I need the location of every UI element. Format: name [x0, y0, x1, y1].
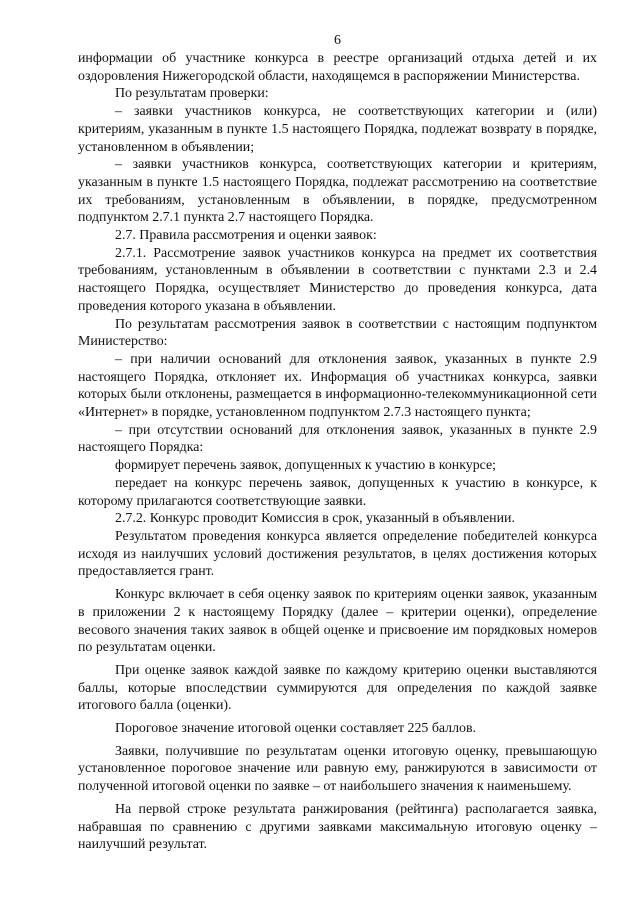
paragraph-ranking: Заявки, получившие по результатам оценки итоговую оценку, превышающую установленное пороговое значение или равную ему, ранжируются в зависимости от полученной итоговой оценки по заявке – от наибольшего значения к наименьшему.	[78, 743, 597, 795]
paragraph-scoring: При оценке заявок каждой заявке по каждому критерию оценки выставляются баллы, которые впоследствии суммируются для определения по каждой заявке итогового балла (оценки).	[78, 662, 597, 714]
document-page	[78, 32, 597, 854]
paragraph-contest-result: Результатом проведения конкурса является определение победителей конкурса исходя из наилучших условий достижения результатов, в целях достижения которых предоставляется грант.	[78, 528, 597, 580]
page-number: 6	[334, 33, 341, 48]
paragraph-ministry-results: По результатам рассмотрения заявок в соответствии с настоящим подпунктом Министерство:	[78, 316, 597, 350]
paragraph-return-applications: – заявки участников конкурса, не соответствующих категории и (или) критериям, указанным в пункте 1.5 настоящего Порядка, подлежат возврату в порядке, установленном в объявлении;	[78, 104, 597, 155]
paragraph-review-applications: – заявки участников конкурса, соответствующих категории и критериям, указанным в пункте 1.5 настоящего Порядка, подлежат рассмотрению на соответствие их требованиям, установленным в объявлении, в порядке, предусмотренном подпунктом 2.7.1 пункта 2.7 настоящего Порядка.	[78, 157, 597, 226]
paragraph-reject-applications: – при наличии оснований для отклонения заявок, указанных в пункте 2.9 настоящего Порядка, отклоняет их. Информация об участниках конкурса, заявки которых были отклонены, размещается в информационно-телекоммуникационной сети «Интернет» в порядке, установленном подпунктом 2.7.3 настоящего пункта;	[78, 351, 597, 421]
paragraph-section-2-7-1: 2.7.1. Рассмотрение заявок участников конкурса на предмет их соответствия требованиям, установленным в объявлении в соответствии с пунктами 2.3 и 2.4 настоящего Порядка, осуществляет Министерство до проведения конкурса, дата проведения которого указана в объявлении.	[78, 245, 597, 314]
paragraph-first-place: На первой строке результата ранжирования (рейтинга) располагается заявка, набравшая по сравнению с другими заявками максимальную итоговую оценку – наилучший результат.	[78, 801, 597, 853]
paragraph-transfer-list: передает на конкурс перечень заявок, допущенных к участию в конкурсе, к которому прилагаются соответствующие заявки.	[78, 475, 597, 509]
paragraph-threshold: Пороговое значение итоговой оценки составляет 225 баллов.	[115, 721, 477, 737]
paragraph-contest-includes: Конкурс включает в себя оценку заявок по критериям оценки заявок, указанным в приложении 2 к настоящему Порядку (далее – критерии оценки), определение весового значения таких заявок в общей оценке и присвоение им порядковых номеров по результатам оценки.	[78, 587, 597, 656]
paragraph-form-list: формирует перечень заявок, допущенных к участию в конкурсе;	[115, 458, 497, 474]
paragraph-check-results: По результатам проверки:	[115, 86, 269, 102]
paragraph-registry-info: информации об участнике конкурса в реестре организаций отдыха детей и их оздоровления Нижегородской области, находящемся в распоряжении Министерства.	[78, 51, 597, 84]
paragraph-section-2-7: 2.7. Правила рассмотрения и оценки заявок:	[115, 228, 377, 244]
paragraph-section-2-7-2: 2.7.2. Конкурс проводит Комиссия в срок, указанный в объявлении.	[115, 511, 515, 527]
paragraph-no-grounds: – при отсутствии оснований для отклонения заявок, указанных в пункте 2.9 настоящего Порядка:	[78, 422, 597, 456]
